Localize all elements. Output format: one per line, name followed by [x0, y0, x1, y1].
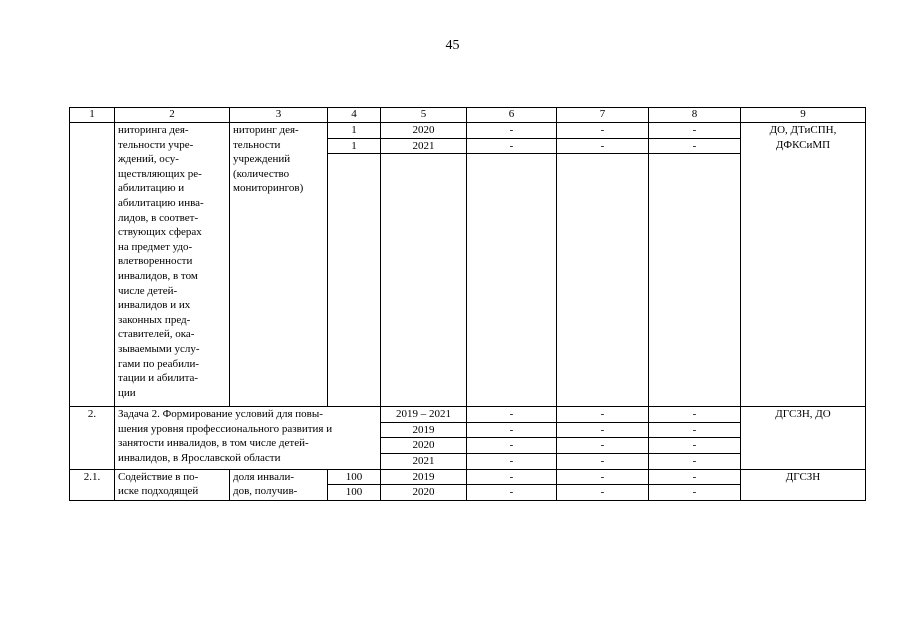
executor-cell: ДГСЗН	[741, 469, 866, 500]
empty-cell	[328, 154, 381, 407]
dash-cell: -	[467, 453, 557, 469]
year-cell: 2019	[381, 469, 467, 485]
text-line: лидов, в соответ-	[118, 211, 199, 224]
text-line: шения уровня профессионального развития и	[118, 422, 333, 435]
text-line: ниторинг дея-	[233, 124, 299, 136]
year-cell: 2020	[381, 123, 467, 139]
text-line: ствующих сферах	[118, 226, 202, 239]
header-cell: 8	[649, 108, 741, 123]
row-number-cell: 2.1.	[70, 469, 115, 500]
header-cell: 2	[115, 108, 230, 123]
dash-cell: -	[649, 485, 741, 501]
executor-cell: ДГСЗН, ДО	[741, 407, 866, 469]
text-line: зываемыми услу-	[118, 342, 200, 355]
dash-cell: -	[467, 485, 557, 501]
value-cell: 100	[328, 485, 381, 501]
table-row	[70, 407, 866, 423]
dash-cell: -	[467, 138, 557, 154]
text-line: тельности	[233, 138, 281, 151]
text-line: инвалидов, в том	[118, 269, 198, 282]
empty-cell	[649, 154, 741, 407]
dash-cell: -	[467, 407, 557, 423]
text-line: на предмет удо-	[118, 240, 193, 253]
text-line: законных пред-	[118, 313, 191, 326]
text-line: дов, получив-	[233, 485, 298, 498]
text-line: ции	[118, 386, 136, 399]
year-cell: 2020	[381, 438, 467, 454]
empty-cell	[381, 154, 467, 407]
year-cell: 2019	[381, 422, 467, 438]
year-cell: 2021	[381, 138, 467, 154]
text-line: ДО, ДТиСПН,	[769, 124, 837, 136]
text-line: Содействие в по-	[118, 470, 199, 483]
text-line: ДФКСиМП	[775, 138, 831, 151]
text-line: инвалидов, в Ярославской области	[118, 451, 281, 464]
text-line: мониторингов)	[233, 182, 304, 195]
value-cell: 100	[328, 469, 381, 485]
dash-cell: -	[467, 438, 557, 454]
header-cell: 9	[741, 108, 866, 123]
year-cell: 2020	[381, 485, 467, 501]
year-cell: 2021	[381, 453, 467, 469]
dash-cell: -	[557, 469, 649, 485]
dash-cell: -	[649, 138, 741, 154]
dash-cell: -	[467, 123, 557, 139]
text-line: ществляющих ре-	[118, 167, 202, 180]
dash-cell: -	[557, 407, 649, 423]
text-line: ниторинга дея-	[118, 124, 189, 136]
header-cell: 4	[328, 108, 381, 123]
dash-cell: -	[467, 469, 557, 485]
text-line: Задача 2. Формирование условий для повы-	[118, 408, 323, 421]
dash-cell: -	[649, 453, 741, 469]
row-number-cell	[70, 123, 115, 407]
dash-cell: -	[649, 438, 741, 454]
header-cell: 3	[230, 108, 328, 123]
dash-cell: -	[649, 407, 741, 423]
text-line: иске подходящей	[118, 485, 199, 498]
indicator-cell	[230, 123, 328, 407]
text-line: инвалидов и их	[118, 299, 191, 312]
text-line: тельности учре-	[118, 138, 194, 151]
task-description-cell	[115, 407, 381, 469]
measure-description-cell	[115, 123, 230, 407]
executor-cell	[741, 123, 866, 407]
header-cell: 7	[557, 108, 649, 123]
column-number-row	[70, 108, 866, 123]
header-cell: 5	[381, 108, 467, 123]
value-cell: 1	[328, 123, 381, 139]
table-row	[70, 469, 866, 485]
dash-cell: -	[557, 438, 649, 454]
row-number-cell: 2.	[70, 407, 115, 469]
text-line: ждений, осу-	[118, 153, 179, 166]
text-line: влетворенности	[118, 255, 193, 268]
dash-cell: -	[649, 469, 741, 485]
text-line: абилитацию инва-	[118, 196, 204, 209]
text-line: тации и абилита-	[118, 372, 199, 385]
empty-cell	[557, 154, 649, 407]
text-line: абилитацию и	[118, 182, 185, 195]
empty-cell	[467, 154, 557, 407]
text-line: числе детей-	[118, 284, 178, 297]
dash-cell: -	[557, 485, 649, 501]
measures-table	[69, 107, 866, 501]
dash-cell: -	[557, 138, 649, 154]
text-line: ставителей, ока-	[118, 328, 195, 341]
value-cell: 1	[328, 138, 381, 154]
year-cell: 2019 – 2021	[381, 407, 467, 423]
text-line: учреждений	[233, 153, 291, 166]
dash-cell: -	[557, 123, 649, 139]
indicator-cell	[230, 469, 328, 500]
dash-cell: -	[649, 422, 741, 438]
header-cell: 6	[467, 108, 557, 123]
dash-cell: -	[557, 422, 649, 438]
measure-description-cell	[115, 469, 230, 500]
page-number: 45	[445, 38, 460, 53]
dash-cell: -	[467, 422, 557, 438]
text-line: (количество	[233, 167, 290, 180]
table-row	[70, 123, 866, 139]
text-line: гами по реабили-	[118, 357, 200, 370]
dash-cell: -	[649, 123, 741, 139]
dash-cell: -	[557, 453, 649, 469]
header-cell: 1	[70, 108, 115, 123]
text-line: доля инвали-	[233, 470, 295, 483]
text-line: занятости инвалидов, в том числе детей-	[118, 437, 309, 450]
